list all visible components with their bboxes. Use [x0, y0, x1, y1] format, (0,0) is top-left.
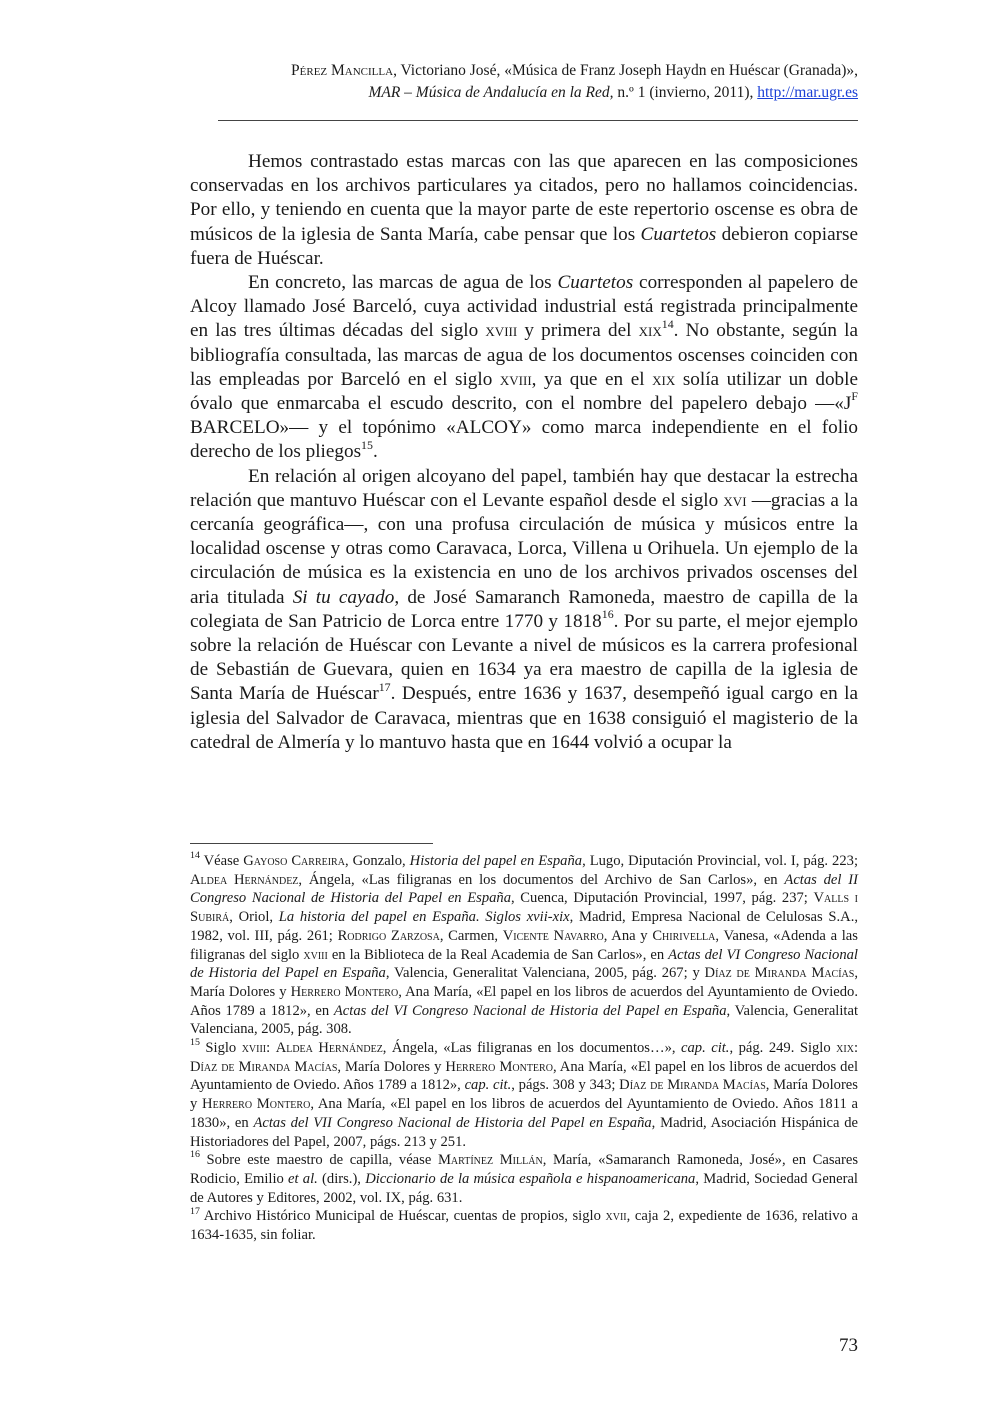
header-citation-line-1: Pérez Mancilla, Victoriano José, «Música de Franz Joseph Haydn en Huéscar (Granada)», — [291, 62, 858, 79]
running-header — [200, 60, 858, 104]
paragraph-3: En relación al origen alcoyano del papel, también hay que destacar la estrecha relación que mantuvo Huéscar con el Levante español desde el siglo xvi —gracias a la cercanía geográfica—, con una profusa circulación de música y músicos entre la localidad oscense y otras como Caravaca, Lorca, Villena u Orihuela. Un ejemplo de la circulación de música es la existencia en uno de los archivos privados oscenses del aria titulada Si tu cayado, de José Samaranch Ramoneda, maestro de capilla de la colegiata de San Patricio de Lorca entre 1770 y 1818$^{16}$. Por su parte, el mejor ejemplo sobre la relación de Huéscar con Levante a nivel de músicos es la carrera profesional de Sebastián de Guevara, quien en 1634 ya era maestro de capilla de la iglesia de Santa María de Huéscar$^{17}$. Después, entre 1636 y 1637, desempeñó igual cargo en la iglesia del Salvador de Caravaca, mientras que en 1638 consiguió el magisterio de la catedral de Almería y lo mantuvo hasta que en 1644 volvió a ocupar la — [190, 465, 858, 753]
footnotes — [190, 852, 858, 1245]
page-number: 73 — [839, 1335, 858, 1356]
paragraph-1: Hemos contrastado estas marcas con las que aparecen en las composiciones conservadas en los archivos particulares ya citados, pero no hallamos coincidencias. Por ello, y teniendo en cuenta que la mayor parte de este repertorio oscense es obra de músicos de la iglesia de Santa María, cabe pensar que los Cuartetos debieron copiarse fuera de Huéscar. — [190, 151, 858, 269]
footnote-ref-15[interactable]: 15 — [361, 437, 373, 452]
footnote-ref-17[interactable]: 17 — [378, 679, 391, 694]
footnote-ref-14[interactable]: 14 — [661, 316, 674, 331]
journal-title: MAR – Música de Andalucía en la Red, — [368, 84, 614, 101]
journal-link[interactable]: http://mar.ugr.es — [757, 84, 858, 101]
footnote-16: $^{16}$ Sobre este maestro de capilla, véase Martínez Millán, María, «Samaranch Ramoneda, José», en Casares Rodicio, Emilio et al. (dirs.), Diccionario de la música española e hispanoamericana, Madrid, Sociedad General de Autores y Editores, 2002, vol. IX, pág. 631. — [190, 1149, 858, 1206]
footnote-ref-16[interactable]: 16 — [601, 607, 614, 622]
body-text — [190, 150, 858, 755]
footnote-15: $^{15}$ Siglo xviii: Aldea Hernández, Ángela, «Las filigranas en los documentos…», cap. cit., pág. 249. Siglo xix: Díaz de Miranda Macías, María Dolores y Herrero Montero, Ana María, «El papel en los libros de acuerdos del Ayuntamiento de Oviedo. Años 1789 a 1812», cap. cit., págs. 308 y 343; Díaz de Miranda Macías, María Dolores y Herrero Montero, Ana María, «El papel en los libros de acuerdos del Ayuntamiento de Oviedo. Años 1811 a 1830», en Actas del VII Congreso Nacional de Historia del Papel en España, Madrid, Asociación Hispánica de Historiadores del Papel, 2007, págs. 213 y 251. — [190, 1037, 858, 1150]
paragraph-2: En concreto, las marcas de agua de los Cuartetos corresponden al papelero de Alcoy llamado José Barceló, cuya actividad industrial está registrada principalmente en las tres últimas décadas del siglo xviii y primera del xix$^{14}$. No obstante, según la bibliografía consultada, las marcas de agua de los documentos oscenses coinciden con las empleadas por Barceló en el siglo xviii, ya que en el xix solía utilizar un doble óvalo que enmarcaba el escudo descrito, con el nombre del papelero debajo $—«J^F$ BARCELO»— y el topónimo «ALCOY» como marca independiente en el folio derecho de los pliegos$^{15}$. — [190, 272, 858, 463]
footnote-14: $^{14}$ Véase Gayoso Carreira, Gonzalo, Historia del papel en España, Lugo, Diputación Provincial, vol. I, pág. 223; Aldea Hernández, Ángela, «Las filigranas en los documentos del Archivo de San Carlos», en Actas del II Congreso Nacional de Historia del Papel en España, Cuenca, Diputación Provincial, 1997, pág. 237; Valls i Subirá, Oriol, La historia del papel en España. Siglos xvii-xix, Madrid, Empresa Nacional de Celulosas S.A., 1982, vol. III, pág. 261; Rodrigo Zarzosa, Carmen, Vicente Navarro, Ana y Chirivella, Vanesa, «Adenda a las filigranas del siglo xviii en la Biblioteca de la Real Academia de San Carlos», en Actas del VI Congreso Nacional de Historia del Papel en España, Valencia, Generalitat Valenciana, 2005, pág. 267; y Díaz de Miranda Macías, María Dolores y Herrero Montero, Ana María, «El papel en los libros de acuerdos del Ayuntamiento de Oviedo. Años 1789 a 1812», en Actas del VI Congreso Nacional de Historia del Papel en España, Valencia, Generalitat Valenciana, 2005, pág. 308. — [190, 850, 859, 1038]
footnote-17: $^{17}$ Archivo Histórico Municipal de Huéscar, cuentas de propios, siglo xvii, caja 2, expediente de 1636, relativo a 1634-1635, sin foliar. — [190, 1205, 858, 1244]
header-citation-line-2: MAR – Música de Andalucía en la Red, n.º 1 (invierno, 2011), http://mar.ugr.es — [368, 84, 858, 101]
author-surname: Pérez Mancilla — [291, 62, 394, 79]
header-rule — [218, 120, 858, 121]
footnote-rule — [190, 843, 433, 844]
